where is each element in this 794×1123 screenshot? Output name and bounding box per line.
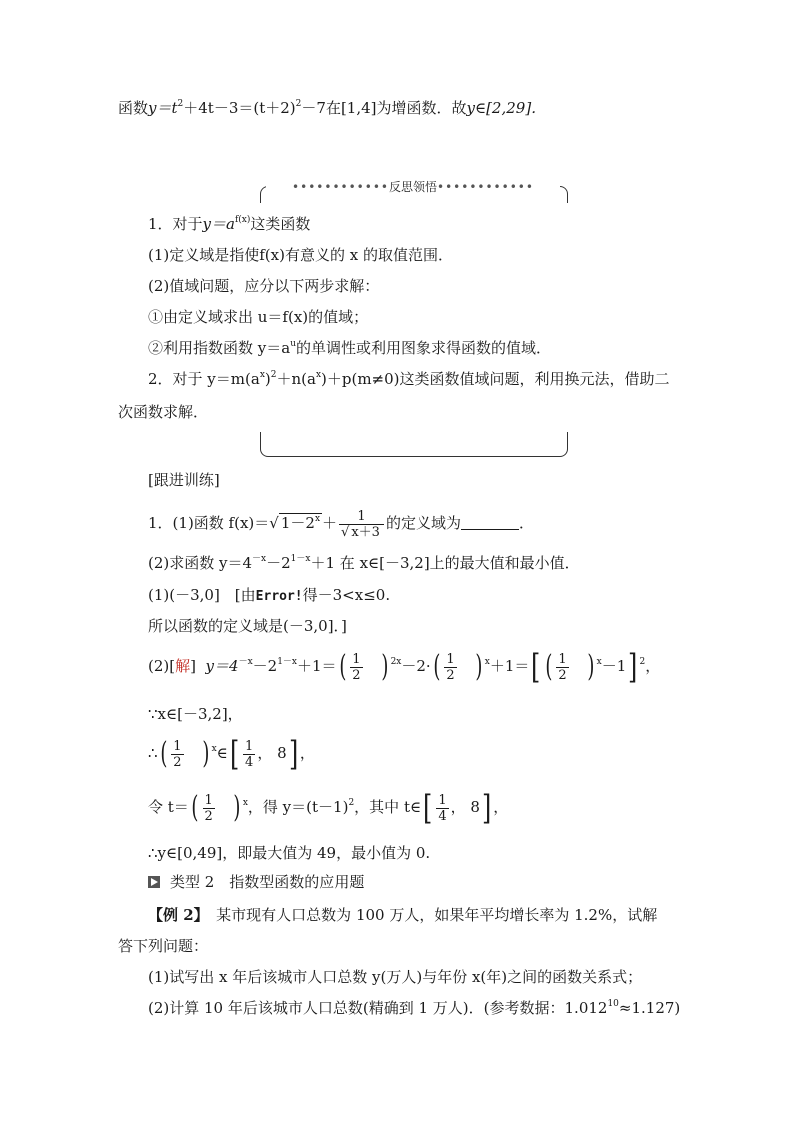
therefore-line: ∴( $\frac{1}{2}$ ) $^x$∈[ $\frac{1}{4}$ ， 8] ， [148, 734, 315, 774]
because-line: ∵x∈[－3,2]， [148, 705, 243, 723]
fraction: $\frac{1}{4}$ [245, 738, 254, 770]
let-line: 令 t＝( $\frac{1}{2}$ ) $^x$，得 $y=(t-1)^2$，其中 t∈[ $\frac{1}{4}$ ， 8] ， [148, 788, 509, 828]
top-statement: 函数$y=t^2+4t-3=(t+2)^2-7$在[1,4]为增函数．故y∈[2,29]． [118, 99, 547, 117]
answer1-line1: (1)(－3,0] [由Error!得－3<x≤0. [148, 586, 391, 604]
follow-training-heading: [跟进训练] [148, 471, 220, 489]
reflect-item2-line2: 次函数求解． [118, 403, 209, 421]
fraction: $\frac{1}{2}$ [446, 651, 455, 683]
fraction: $\frac{1}{4}$ [438, 792, 447, 824]
training-q1: 1．(1)函数 f(x)＝√ $1-2^x$ ＋ $\frac{1}{√ x+3}$ 的定义域为 ． [148, 508, 534, 540]
fraction: $\frac{1}{2}$ [352, 651, 361, 683]
example2-q1: (1)试写出 x 年后该城市人口总数 y(万人)与年份 x(年)之间的函数关系式； [148, 968, 643, 986]
fraction: $\frac{1}{2}$ [558, 651, 567, 683]
reflect-item2-line1: 2．对于 $y=m(a^x)^2+n(a^x)+p(m\ne 0)$这类函数值域问题，利用换元法，借助二 [148, 370, 670, 388]
reflect-item1-p3: ①由定义域求出 u＝f(x)的值域； [148, 308, 369, 326]
fraction: $\frac{1}{2}$ [204, 792, 213, 824]
fraction: $\frac{1}{2}$ [173, 738, 182, 770]
example2-q2: (2)计算 10 年后该城市人口总数(精确到 1 万人)．(参考数据：$1.012^{10}\approx 1.127$) [148, 999, 681, 1017]
example2-line2: 答下列问题： [118, 937, 209, 955]
fraction: $\frac{1}{√ x+3}$ [339, 509, 384, 540]
reflect-box-bottom-frame [260, 432, 568, 457]
solution-line: (2)[解] $y=4^{-x}-2^{1-x}+1=$( $\frac{1}{2}$ ) $^{2x}$－2·( $\frac{1}{2}$ ) $^x$＋1＝[ ( $\frac{1}{2}$ ) $^x$－1] $^2$， [148, 647, 661, 687]
play-triangle-icon [148, 876, 160, 888]
reflect-item1-p1: (1)定义域是指使f(x)有意义的 x 的取值范围． [148, 246, 453, 264]
reflect-item1-p2: (2)值域问题，应分以下两步求解： [148, 277, 380, 295]
example2-line1: 【例 2】 某市现有人口总数为 100 万人，如果年平均增长率为 1.2%，试解 [148, 906, 658, 924]
answer-blank [461, 515, 519, 530]
reflect-item1-p4: ②利用指数函数 $y=a^u$的单调性或利用图象求得函数的值域． [148, 339, 551, 357]
type2-heading: 类型 2 指数型函数的应用题 [170, 873, 365, 891]
answer1-line2: 所以函数的定义域是(－3,0]．] [148, 617, 347, 635]
reflect-item1-title: 1．对于$y=a^{f(x)}$这类函数 [148, 215, 311, 233]
training-q2: (2)求函数 $y=4^{-x}-2^{1-x}+1$ 在 x∈[－3,2]上的最大值和最小值． [148, 554, 580, 572]
final-line: ∴y∈[0,49]，即最大值为 49，最小值为 0. [148, 844, 431, 862]
reflect-box-label: ••••••••••••反思领悟•••••••••••• [266, 180, 560, 194]
